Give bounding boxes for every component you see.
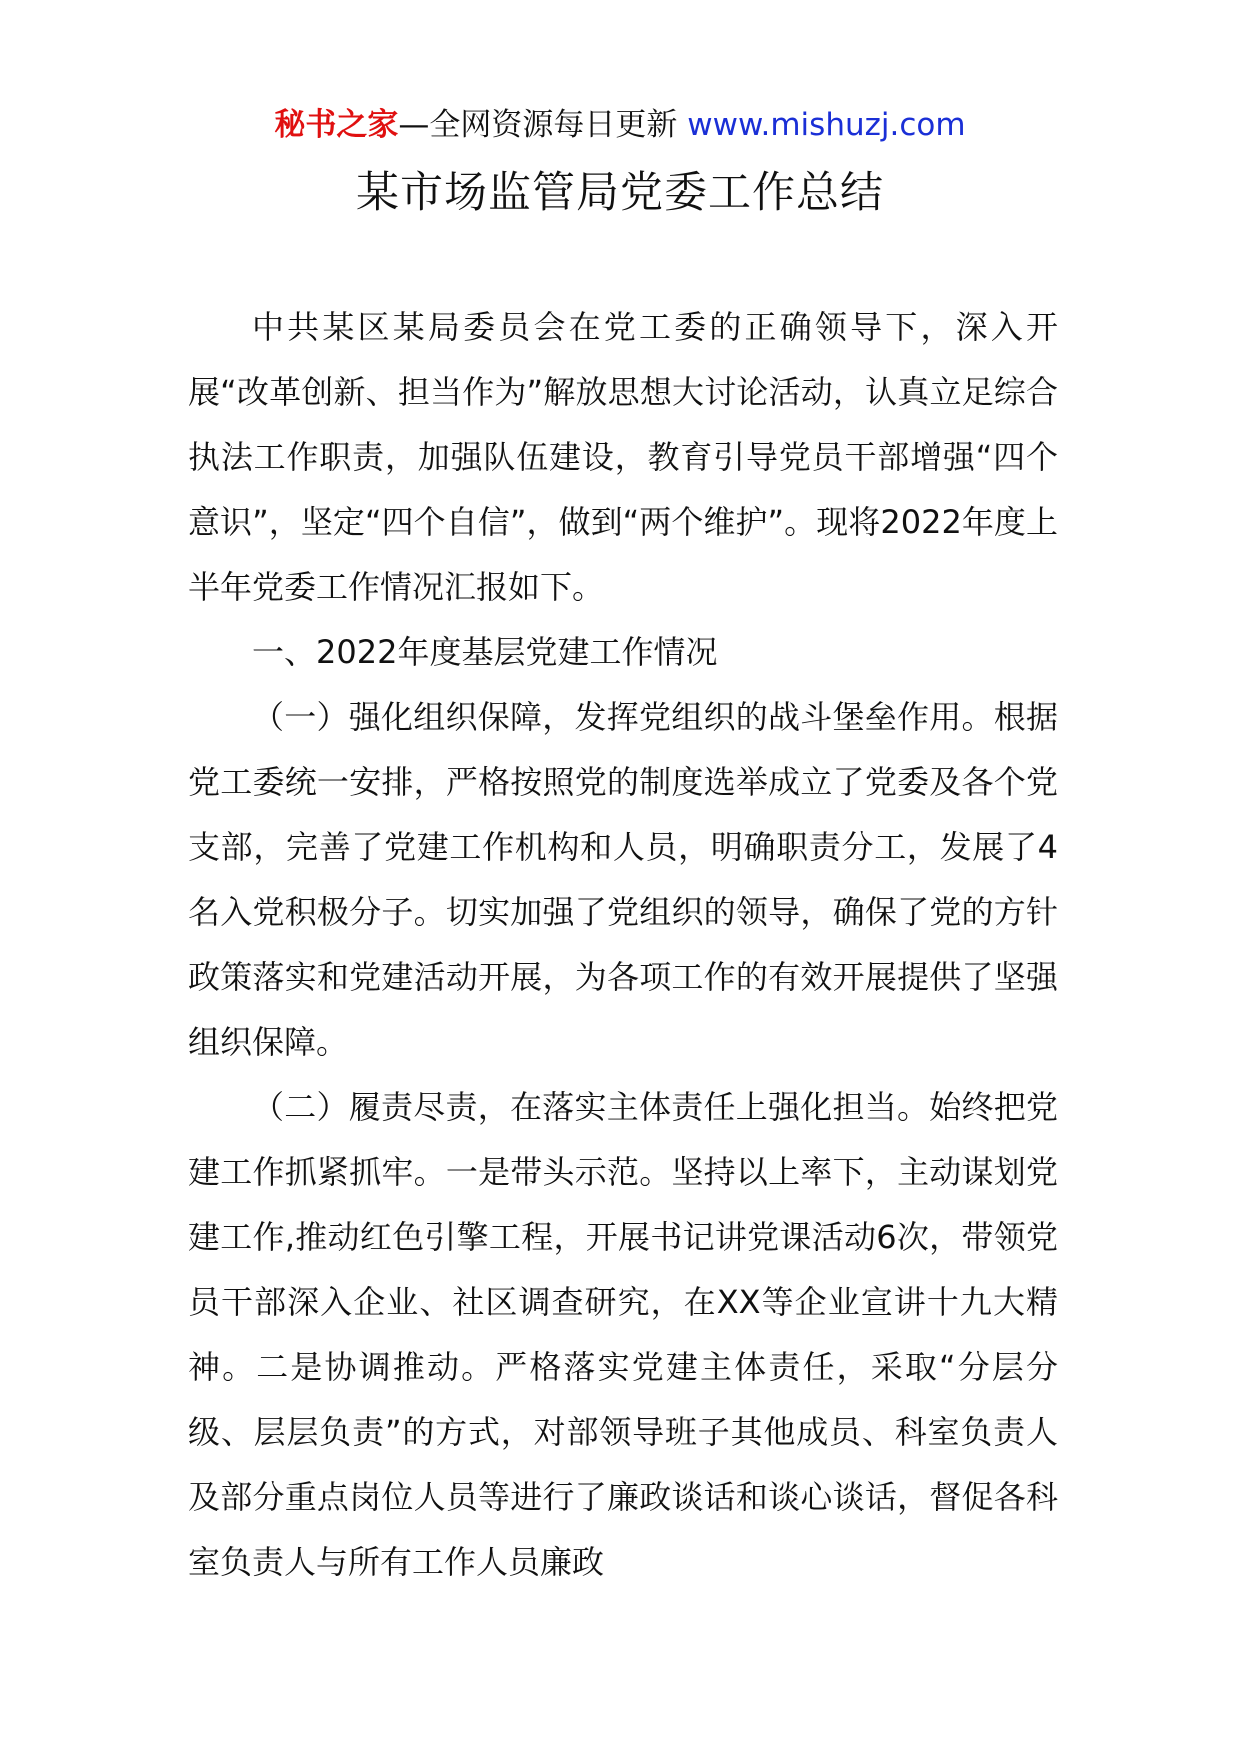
site-brand: 秘书之家 bbox=[274, 107, 399, 143]
section-heading: 一、2022年度基层党建工作情况 bbox=[252, 633, 718, 671]
document-title: 某市场监管局党委工作总结 bbox=[356, 168, 884, 218]
document-body bbox=[188, 295, 1058, 1595]
paragraph-section-2: （二）履责尽责，在落实主体责任上强化担当。始终把党建工作抓紧抓牢。一是带头示范。坚持以上率下，主动谋划党建工作,推动红色引擎工程，开展书记讲党课活动6次，带领党员干部深入企业、社区调查研究，在XX等企业宣讲十九大精神。二是协调推动。严格落实党建主体责任，采取“分层分级、层层负责”的方式，对部领导班子其他成员、科室负责人及部分重点岗位人员等进行了廉政谈话和谈心谈话，督促各科室负责人与所有工作人员廉政 bbox=[188, 1088, 1058, 1581]
paragraph-section-1: （一）强化组织保障，发挥党组织的战斗堡垒作用。根据党工委统一安排，严格按照党的制度选举成立了党委及各个党支部，完善了党建工作机构和人员，明确职责分工，发展了4名入党积极分子。切实加强了党组织的领导，确保了党的方针政策落实和党建活动开展，为各项工作的有效开展提供了坚强组织保障。 bbox=[188, 698, 1058, 1061]
paragraph-intro: 中共某区某局委员会在党工委的正确领导下，深入开展“改革创新、担当作为”解放思想大讨论活动，认真立足综合执法工作职责，加强队伍建设，教育引导党员干部增强“四个意识”，坚定“四个自信”，做到“两个维护”。现将2022年度上半年党委工作情况汇报如下。 bbox=[188, 308, 1058, 606]
site-url-link[interactable]: www.mishuzj.com bbox=[687, 107, 966, 143]
site-tagline: —全网资源每日更新 bbox=[398, 107, 688, 143]
site-header bbox=[0, 100, 1240, 150]
